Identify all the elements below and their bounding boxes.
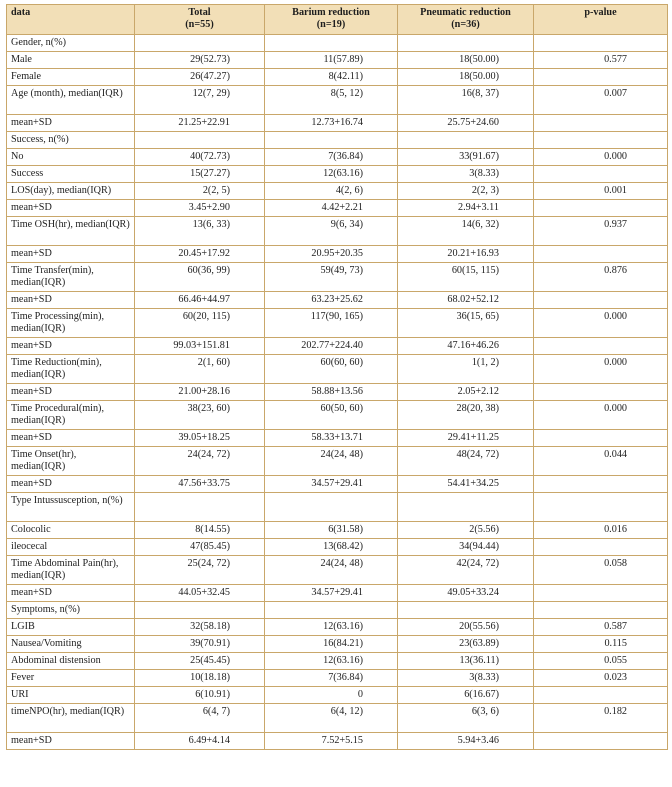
cell-barium: 34.57+29.41 [265, 585, 398, 602]
cell-barium: 8(5, 12) [265, 86, 398, 115]
row-label: timeNPO(hr), median(IQR) [7, 704, 135, 733]
cell-barium: 24(24, 48) [265, 447, 398, 476]
cell-barium: 20.95+20.35 [265, 246, 398, 263]
row-label: mean+SD [7, 430, 135, 447]
cell-p-value: 0.000 [534, 401, 668, 430]
cell-total: 21.25+22.91 [135, 115, 265, 132]
table-row [7, 733, 668, 750]
cell-total: 39(70.91) [135, 636, 265, 653]
cell-p-value: 0.182 [534, 704, 668, 733]
cell-pneumatic: 2(2, 3) [398, 183, 534, 200]
table-row [7, 476, 668, 493]
cell-p-value: 0.058 [534, 556, 668, 585]
table-row [7, 292, 668, 309]
cell-pneumatic [398, 602, 534, 619]
row-label: No [7, 149, 135, 166]
cell-pneumatic: 48(24, 72) [398, 447, 534, 476]
cell-p-value: 0.937 [534, 217, 668, 246]
header-data-text: data [11, 7, 31, 18]
cell-pneumatic: 6(16.67) [398, 687, 534, 704]
cell-barium: 59(49, 73) [265, 263, 398, 292]
cell-p-value [534, 246, 668, 263]
cell-pneumatic: 23(63.89) [398, 636, 534, 653]
cell-p-value [534, 292, 668, 309]
cell-pneumatic: 2(5.56) [398, 522, 534, 539]
row-label: Fever [7, 670, 135, 687]
cell-p-value [534, 493, 668, 522]
cell-pneumatic: 3(8.33) [398, 166, 534, 183]
cell-pneumatic: 42(24, 72) [398, 556, 534, 585]
header-total [135, 5, 265, 35]
cell-p-value: 0.055 [534, 653, 668, 670]
cell-barium: 8(42.11) [265, 69, 398, 86]
row-label: Time OSH(hr), median(IQR) [7, 217, 135, 246]
cell-pneumatic: 28(20, 38) [398, 401, 534, 430]
cell-barium: 7(36.84) [265, 149, 398, 166]
header-p-value-text: p-value [584, 7, 617, 18]
table-row [7, 200, 668, 217]
cell-total: 21.00+28.16 [135, 384, 265, 401]
cell-total: 60(20, 115) [135, 309, 265, 338]
row-label: Symptoms, n(%) [7, 602, 135, 619]
cell-total: 15(27.27) [135, 166, 265, 183]
header-p-value [534, 5, 668, 35]
table-row [7, 52, 668, 69]
row-label: mean+SD [7, 733, 135, 750]
cell-pneumatic: 2.05+2.12 [398, 384, 534, 401]
cell-barium: 6(31.58) [265, 522, 398, 539]
row-label: Time Processing(min), median(IQR) [7, 309, 135, 338]
row-label: Time Reduction(min), median(IQR) [7, 355, 135, 384]
cell-total [135, 493, 265, 522]
cell-pneumatic [398, 493, 534, 522]
cell-p-value [534, 166, 668, 183]
cell-total: 2(1, 60) [135, 355, 265, 384]
cell-pneumatic: 68.02+52.12 [398, 292, 534, 309]
cell-total [135, 132, 265, 149]
table-row [7, 263, 668, 292]
cell-barium [265, 35, 398, 52]
table-body [7, 35, 668, 750]
cell-pneumatic: 18(50.00) [398, 69, 534, 86]
row-label: ileocecal [7, 539, 135, 556]
row-label: Success [7, 166, 135, 183]
header-row [7, 5, 668, 35]
table-row [7, 619, 668, 636]
row-label: Time Onset(hr), median(IQR) [7, 447, 135, 476]
row-label: Nausea/Vomiting [7, 636, 135, 653]
data-table-container [6, 4, 667, 750]
row-label: mean+SD [7, 384, 135, 401]
cell-pneumatic: 20.21+16.93 [398, 246, 534, 263]
cell-pneumatic: 47.16+46.26 [398, 338, 534, 355]
table-row [7, 69, 668, 86]
cell-total: 47.56+33.75 [135, 476, 265, 493]
table-row [7, 309, 668, 338]
table-row [7, 670, 668, 687]
cell-barium: 16(84.21) [265, 636, 398, 653]
table-row [7, 183, 668, 200]
cell-total: 12(7, 29) [135, 86, 265, 115]
cell-pneumatic: 33(91.67) [398, 149, 534, 166]
cell-p-value [534, 132, 668, 149]
table-row [7, 115, 668, 132]
header-total-line2: (n=55) [185, 18, 214, 30]
cell-barium [265, 132, 398, 149]
table-row [7, 355, 668, 384]
row-label: mean+SD [7, 292, 135, 309]
row-label: mean+SD [7, 476, 135, 493]
cell-total: 66.46+44.97 [135, 292, 265, 309]
cell-p-value [534, 687, 668, 704]
cell-barium: 12(63.16) [265, 166, 398, 183]
row-label: mean+SD [7, 115, 135, 132]
cell-total: 47(85.45) [135, 539, 265, 556]
cell-barium: 12.73+16.74 [265, 115, 398, 132]
cell-total: 32(58.18) [135, 619, 265, 636]
cell-p-value: 0.577 [534, 52, 668, 69]
cell-p-value [534, 733, 668, 750]
cell-p-value: 0.876 [534, 263, 668, 292]
cell-barium: 60(50, 60) [265, 401, 398, 430]
cell-total [135, 35, 265, 52]
cell-p-value: 0.023 [534, 670, 668, 687]
cell-total: 39.05+18.25 [135, 430, 265, 447]
cell-pneumatic: 20(55.56) [398, 619, 534, 636]
row-label: Age (month), median(IQR) [7, 86, 135, 115]
cell-p-value: 0.115 [534, 636, 668, 653]
table-row [7, 602, 668, 619]
cell-barium: 58.33+13.71 [265, 430, 398, 447]
cell-p-value: 0.587 [534, 619, 668, 636]
cell-pneumatic: 49.05+33.24 [398, 585, 534, 602]
cell-pneumatic: 5.94+3.46 [398, 733, 534, 750]
row-label: mean+SD [7, 585, 135, 602]
table-row [7, 384, 668, 401]
table-row [7, 86, 668, 115]
results-table [6, 4, 668, 750]
cell-p-value [534, 338, 668, 355]
table-row [7, 687, 668, 704]
header-pneumatic-line1: Pneumatic reduction [420, 7, 511, 18]
cell-pneumatic: 25.75+24.60 [398, 115, 534, 132]
cell-p-value [534, 539, 668, 556]
cell-pneumatic: 29.41+11.25 [398, 430, 534, 447]
cell-p-value: 0.044 [534, 447, 668, 476]
cell-total: 24(24, 72) [135, 447, 265, 476]
row-label: mean+SD [7, 200, 135, 217]
cell-barium: 11(57.89) [265, 52, 398, 69]
cell-pneumatic: 18(50.00) [398, 52, 534, 69]
cell-barium: 12(63.16) [265, 653, 398, 670]
cell-p-value: 0.007 [534, 86, 668, 115]
cell-total [135, 602, 265, 619]
cell-barium: 117(90, 165) [265, 309, 398, 338]
cell-barium: 13(68.42) [265, 539, 398, 556]
cell-p-value: 0.001 [534, 183, 668, 200]
cell-pneumatic: 13(36.11) [398, 653, 534, 670]
cell-total: 38(23, 60) [135, 401, 265, 430]
table-row [7, 149, 668, 166]
row-label: Colocolic [7, 522, 135, 539]
header-data [7, 5, 135, 35]
cell-pneumatic: 34(94.44) [398, 539, 534, 556]
cell-pneumatic: 60(15, 115) [398, 263, 534, 292]
cell-barium: 0 [265, 687, 398, 704]
row-label: LGIB [7, 619, 135, 636]
cell-pneumatic [398, 35, 534, 52]
cell-total: 60(36, 99) [135, 263, 265, 292]
header-barium [265, 5, 398, 35]
cell-total: 10(18.18) [135, 670, 265, 687]
table-row [7, 35, 668, 52]
row-label: Success, n(%) [7, 132, 135, 149]
cell-p-value [534, 384, 668, 401]
cell-barium: 12(63.16) [265, 619, 398, 636]
cell-p-value: 0.000 [534, 149, 668, 166]
cell-pneumatic: 2.94+3.11 [398, 200, 534, 217]
cell-barium: 4.42+2.21 [265, 200, 398, 217]
cell-barium: 63.23+25.62 [265, 292, 398, 309]
row-label: LOS(day), median(IQR) [7, 183, 135, 200]
cell-total: 44.05+32.45 [135, 585, 265, 602]
cell-p-value: 0.000 [534, 355, 668, 384]
cell-barium: 9(6, 34) [265, 217, 398, 246]
row-label: Time Transfer(min), median(IQR) [7, 263, 135, 292]
row-label: mean+SD [7, 338, 135, 355]
cell-total: 25(24, 72) [135, 556, 265, 585]
cell-barium [265, 602, 398, 619]
cell-barium: 6(4, 12) [265, 704, 398, 733]
row-label: mean+SD [7, 246, 135, 263]
table-row [7, 246, 668, 263]
row-label: Time Procedural(min), median(IQR) [7, 401, 135, 430]
header-pneumatic [398, 5, 534, 35]
table-row [7, 636, 668, 653]
row-label: Abdominal distension [7, 653, 135, 670]
cell-barium: 60(60, 60) [265, 355, 398, 384]
cell-pneumatic: 36(15, 65) [398, 309, 534, 338]
cell-pneumatic: 16(8, 37) [398, 86, 534, 115]
table-row [7, 132, 668, 149]
cell-total: 26(47.27) [135, 69, 265, 86]
row-label: URI [7, 687, 135, 704]
cell-barium: 4(2, 6) [265, 183, 398, 200]
header-barium-line1: Barium reduction [292, 7, 370, 18]
cell-barium [265, 493, 398, 522]
header-total-line1: Total [188, 7, 211, 18]
cell-pneumatic: 1(1, 2) [398, 355, 534, 384]
table-row [7, 653, 668, 670]
table-row [7, 556, 668, 585]
cell-total: 3.45+2.90 [135, 200, 265, 217]
cell-total: 6.49+4.14 [135, 733, 265, 750]
cell-total: 99.03+151.81 [135, 338, 265, 355]
row-label: Type Intussusception, n(%) [7, 493, 135, 522]
table-row [7, 166, 668, 183]
cell-pneumatic: 54.41+34.25 [398, 476, 534, 493]
header-barium-line2: (n=19) [316, 18, 346, 30]
cell-barium: 7.52+5.15 [265, 733, 398, 750]
table-row [7, 217, 668, 246]
cell-p-value [534, 602, 668, 619]
cell-barium: 24(24, 48) [265, 556, 398, 585]
table-row [7, 338, 668, 355]
cell-p-value [534, 35, 668, 52]
cell-p-value [534, 430, 668, 447]
row-label: Male [7, 52, 135, 69]
cell-total: 6(10.91) [135, 687, 265, 704]
table-row [7, 585, 668, 602]
cell-total: 20.45+17.92 [135, 246, 265, 263]
row-label: Time Abdominal Pain(hr), median(IQR) [7, 556, 135, 585]
cell-total: 8(14.55) [135, 522, 265, 539]
cell-p-value [534, 585, 668, 602]
cell-total: 2(2, 5) [135, 183, 265, 200]
cell-p-value [534, 476, 668, 493]
cell-p-value [534, 69, 668, 86]
cell-pneumatic: 6(3, 6) [398, 704, 534, 733]
table-row [7, 447, 668, 476]
cell-total: 6(4, 7) [135, 704, 265, 733]
table-row [7, 493, 668, 522]
header-pneumatic-line2: (n=36) [451, 18, 480, 30]
table-row [7, 522, 668, 539]
cell-pneumatic: 3(8.33) [398, 670, 534, 687]
cell-barium: 58.88+13.56 [265, 384, 398, 401]
cell-total: 40(72.73) [135, 149, 265, 166]
cell-total: 13(6, 33) [135, 217, 265, 246]
cell-total: 29(52.73) [135, 52, 265, 69]
cell-barium: 7(36.84) [265, 670, 398, 687]
table-row [7, 401, 668, 430]
row-label: Female [7, 69, 135, 86]
row-label: Gender, n(%) [7, 35, 135, 52]
table-row [7, 430, 668, 447]
cell-pneumatic: 14(6, 32) [398, 217, 534, 246]
cell-total: 25(45.45) [135, 653, 265, 670]
cell-barium: 34.57+29.41 [265, 476, 398, 493]
cell-barium: 202.77+224.40 [265, 338, 398, 355]
table-row [7, 704, 668, 733]
table-row [7, 539, 668, 556]
cell-pneumatic [398, 132, 534, 149]
cell-p-value [534, 115, 668, 132]
cell-p-value: 0.016 [534, 522, 668, 539]
cell-p-value [534, 200, 668, 217]
cell-p-value: 0.000 [534, 309, 668, 338]
